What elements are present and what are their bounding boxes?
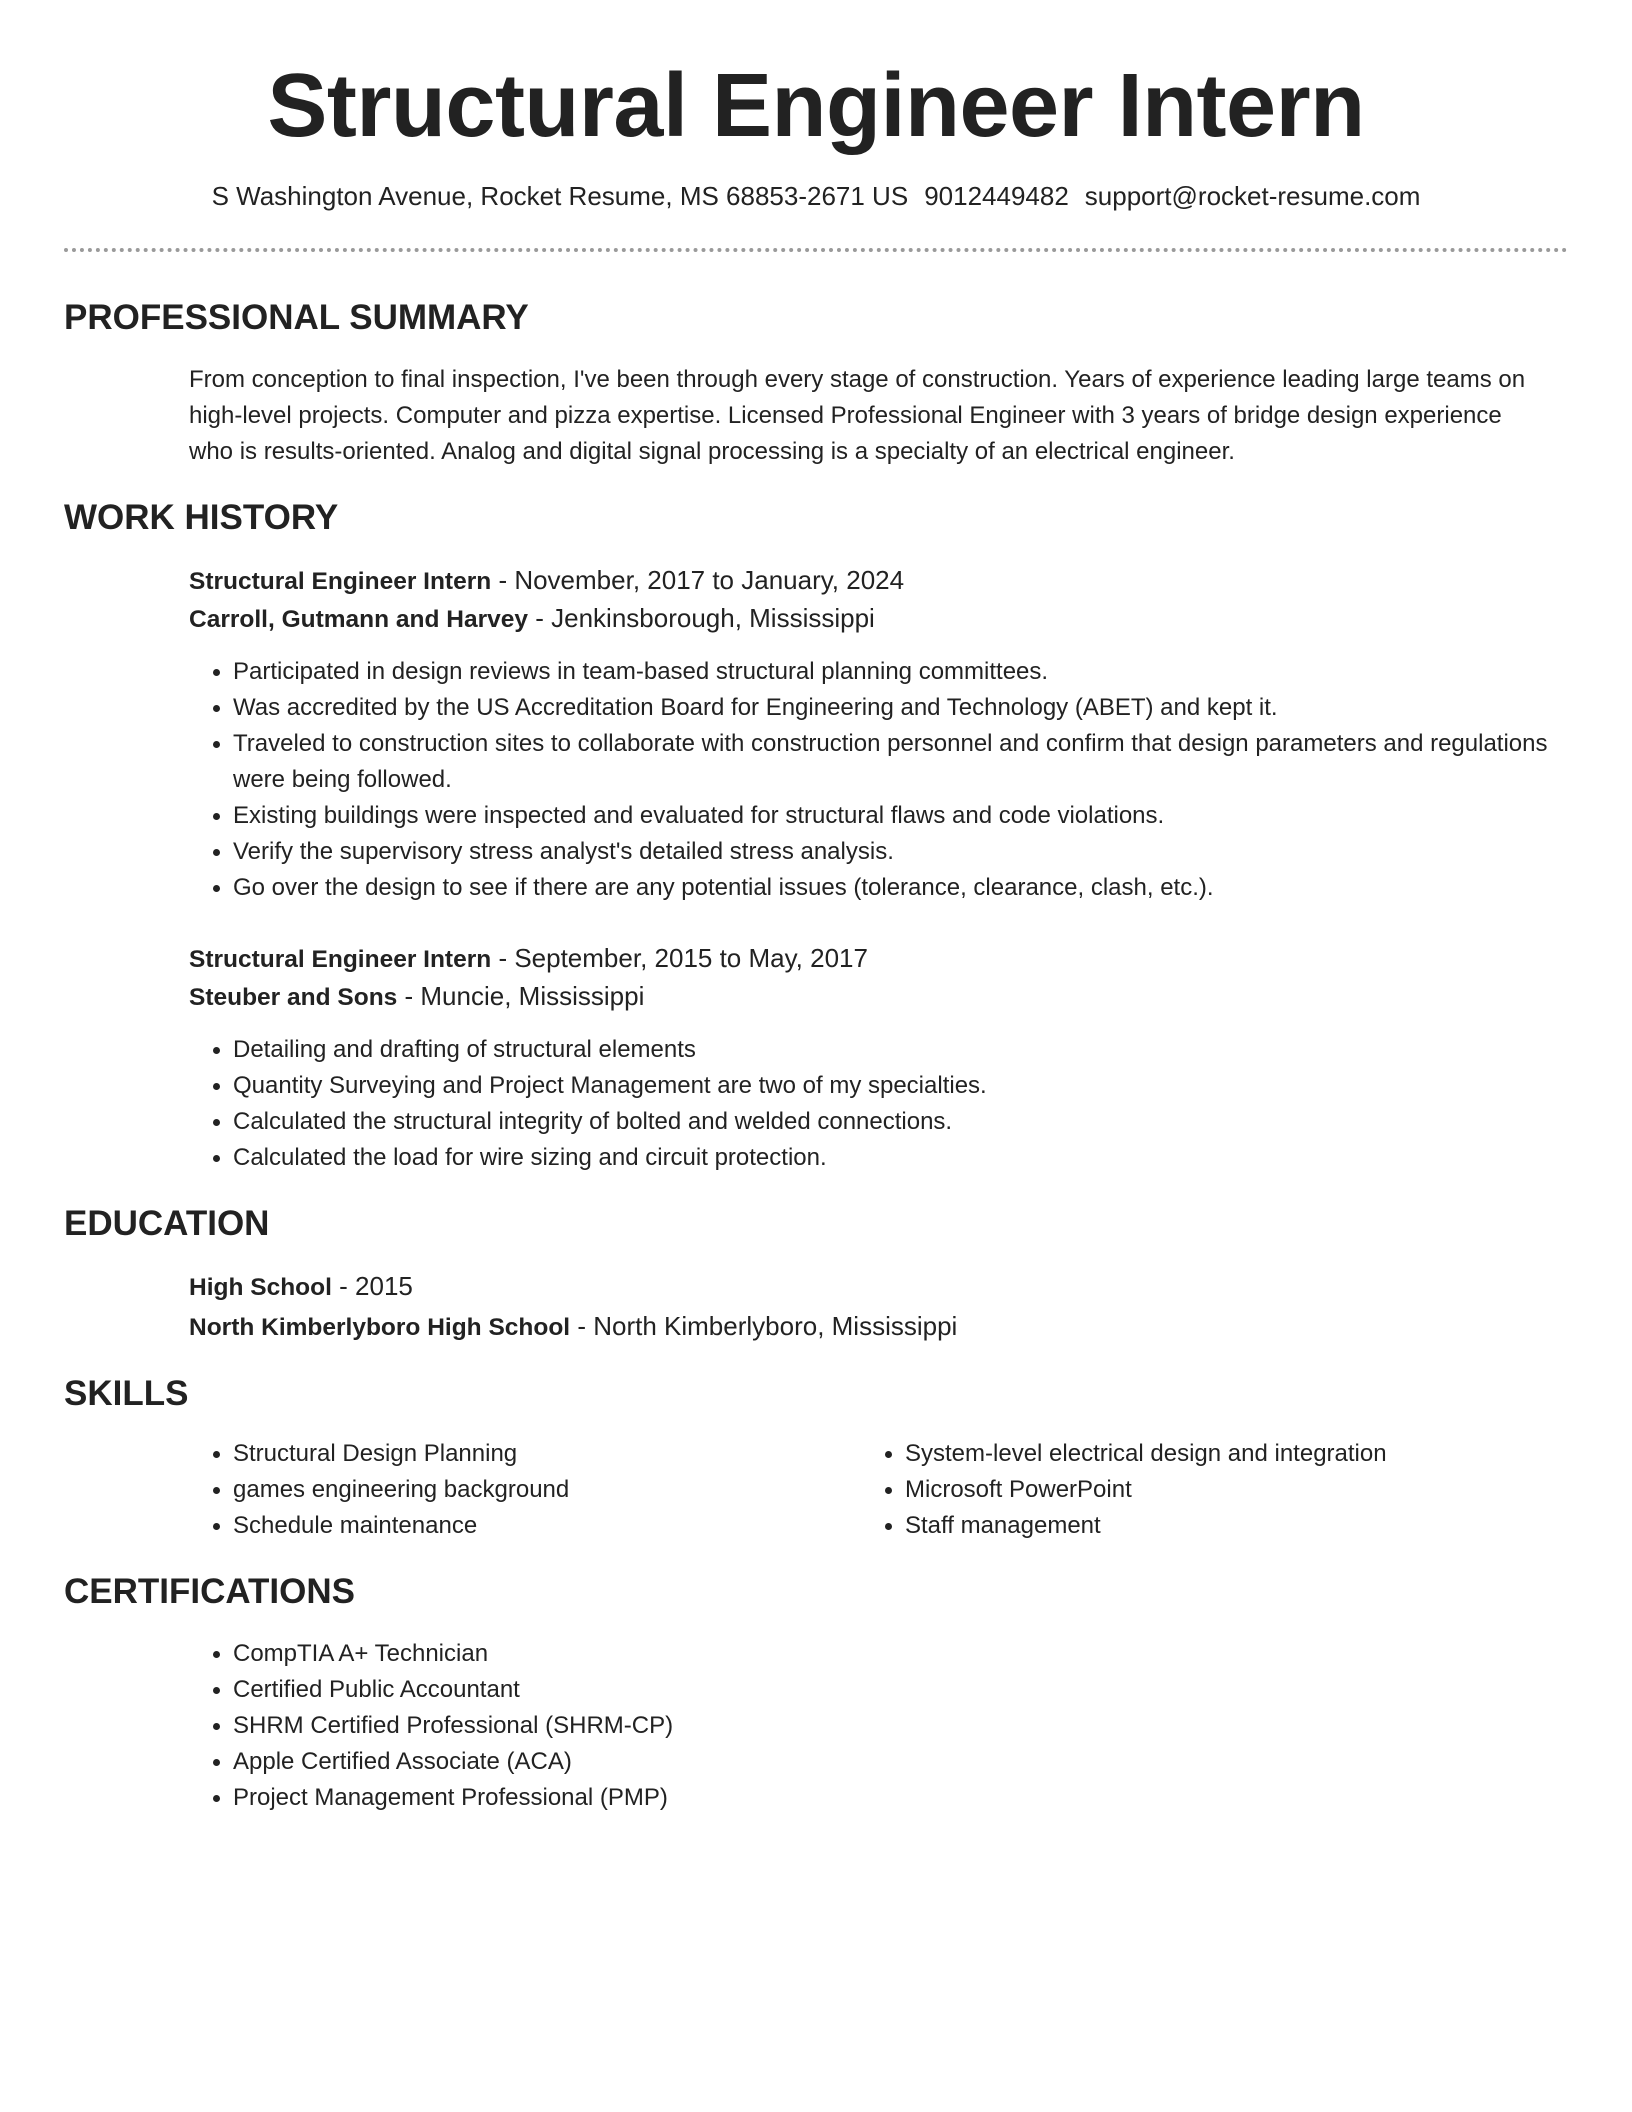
list-item: • Participated in design reviews in team-based structural planning committees.: [233, 654, 1593, 690]
job-1-company: Carroll, Gutmann and Harvey: [189, 606, 529, 633]
list-item: • SHRM Certified Professional (SHRM-CP): [233, 1708, 1593, 1744]
phone-text: 9012449482: [924, 181, 1069, 211]
candidate-name: Structural Engineer Intern: [267, 56, 1365, 156]
work-history-heading: WORK HISTORY: [64, 498, 339, 537]
job-2-company-line: [189, 978, 644, 1016]
job-1-role: Structural Engineer Intern: [189, 568, 492, 595]
education-degree: High School: [189, 1274, 332, 1301]
skills-left-list: [189, 1436, 853, 1544]
job-1-company-line: [189, 600, 875, 638]
list-item: • Existing buildings were inspected and evaluated for structural flaws and code violations.: [233, 798, 1593, 834]
education-location: - North Kimberlyboro, Mississippi: [570, 1311, 958, 1341]
certifications-list: [189, 1636, 1593, 1816]
job-1-dates: - November, 2017 to January, 2024: [491, 565, 905, 595]
resume-header: [0, 0, 1632, 156]
contact-line: [0, 180, 1632, 212]
list-item: • Verify the supervisory stress analyst's detailed stress analysis.: [233, 834, 1593, 870]
job-1-bullets: [189, 654, 1593, 906]
list-item: • Staff management: [905, 1508, 1585, 1544]
job-1-location: - Jenkinsborough, Mississippi: [528, 603, 875, 633]
education-school-line: [189, 1308, 957, 1346]
email-text: support@rocket-resume.com: [1084, 181, 1421, 211]
job-2-bullets: [189, 1032, 1593, 1176]
skills-heading: SKILLS: [64, 1374, 189, 1413]
job-2-dates: - September, 2015 to May, 2017: [491, 943, 868, 973]
skills-right-list: [861, 1436, 1585, 1544]
summary-heading: PROFESSIONAL SUMMARY: [64, 298, 529, 337]
list-item: • Project Management Professional (PMP): [233, 1780, 1593, 1816]
summary-text: From conception to final inspection, I've been through every stage of construction. Years of experience leading large teams on high-level projects. Computer and pizza expertise. Licensed Professional Engineer with 3 years of bridge design experience who is results-oriented. Analog and digital signal processing is a specialty of an electrical engineer.: [189, 366, 1526, 465]
list-item: • Detailing and drafting of structural elements: [233, 1032, 1593, 1068]
list-item: • Certified Public Accountant: [233, 1672, 1593, 1708]
list-item: • Calculated the structural integrity of bolted and welded connections.: [233, 1104, 1593, 1140]
education-degree-line: [189, 1268, 413, 1306]
list-item: • Apple Certified Associate (ACA): [233, 1744, 1593, 1780]
job-2-title-line: [189, 940, 868, 978]
list-item: • Go over the design to see if there are any potential issues (tolerance, clearance, clash, etc.).: [233, 870, 1593, 906]
job-1-title-line: [189, 562, 904, 600]
address-text: S Washington Avenue, Rocket Resume, MS 68853-2671 US: [211, 181, 909, 211]
header-divider: [64, 248, 1568, 252]
list-item: • Was accredited by the US Accreditation Board for Engineering and Technology (ABET) and kept it.: [233, 690, 1593, 726]
job-2-location: - Muncie, Mississippi: [397, 981, 645, 1011]
list-item: • Schedule maintenance: [233, 1508, 853, 1544]
job-2-role: Structural Engineer Intern: [189, 946, 492, 973]
list-item: • Traveled to construction sites to collaborate with construction personnel and confirm that design parameters and regulations were being followed.: [233, 726, 1593, 798]
list-item: • Calculated the load for wire sizing and circuit protection.: [233, 1140, 1593, 1176]
job-2-company: Steuber and Sons: [189, 984, 398, 1011]
certifications-heading: CERTIFICATIONS: [64, 1572, 356, 1611]
list-item: • games engineering background: [233, 1472, 853, 1508]
education-year: - 2015: [331, 1271, 413, 1301]
education-school: North Kimberlyboro High School: [189, 1314, 571, 1341]
list-item: • CompTIA A+ Technician: [233, 1636, 1593, 1672]
list-item: • System-level electrical design and integration: [905, 1436, 1585, 1472]
list-item: • Structural Design Planning: [233, 1436, 853, 1472]
list-item: • Microsoft PowerPoint: [905, 1472, 1585, 1508]
education-heading: EDUCATION: [64, 1204, 270, 1243]
list-item: • Quantity Surveying and Project Management are two of my specialties.: [233, 1068, 1593, 1104]
